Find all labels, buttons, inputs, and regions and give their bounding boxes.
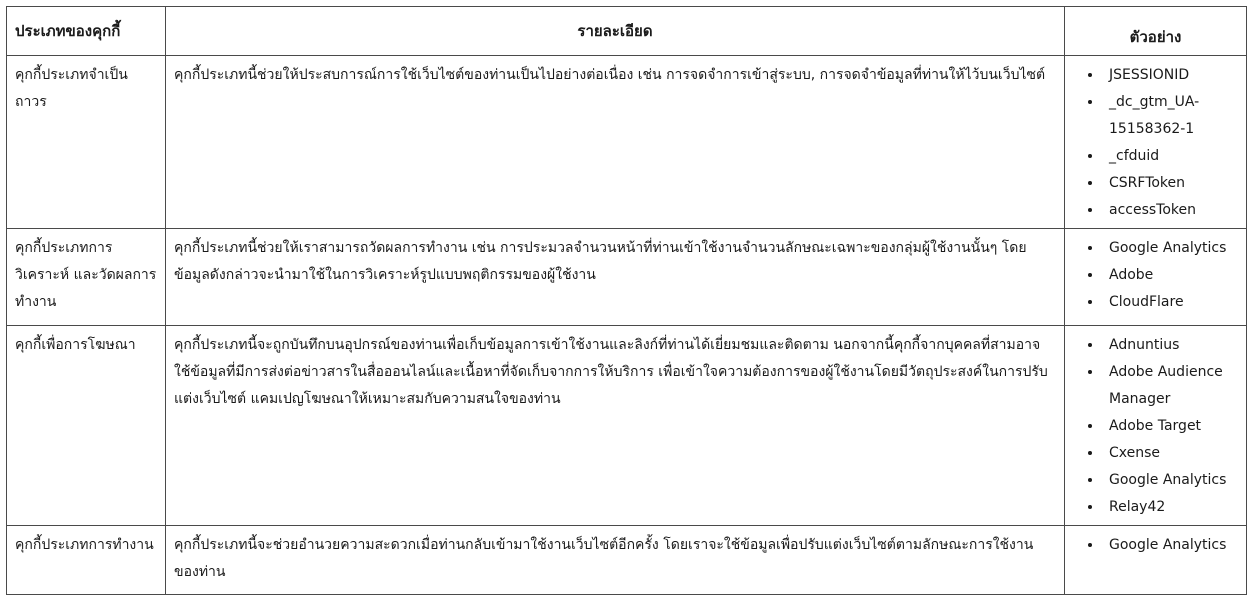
cookie-details-cell: คุกกี้ประเภทนี้ช่วยให้เราสามารถวัดผลการทำงาน เช่น การประมวลจำนวนหน้าที่ท่านเข้าใช้งานจำนวนลักษณะเฉพาะของกลุ่มผู้ใช้งานนั้นๆ โดยข้อมูลดังกล่าวจะนำมาใช้ในการวิเคราะห์รูปแบบพฤติกรรมของผู้ใช้งาน <box>166 229 1065 326</box>
cookie-examples-cell <box>1065 229 1247 326</box>
cookie-table <box>6 6 1247 595</box>
list-item: • Google Analytics <box>1103 532 1238 559</box>
cookie-type-cell: คุกกี้ประเภทการทำงาน <box>7 526 166 595</box>
cookie-examples-cell <box>1065 326 1247 526</box>
table-row <box>7 326 1247 526</box>
examples-list <box>1073 62 1238 224</box>
list-item: • CloudFlare <box>1103 289 1238 316</box>
cookie-examples-cell <box>1065 526 1247 595</box>
list-item: • _cfduid <box>1103 143 1238 170</box>
table-row <box>7 56 1247 229</box>
list-item: • Google Analytics <box>1103 467 1238 494</box>
list-item: • CSRFToken <box>1103 170 1238 197</box>
list-item: • JSESSIONID <box>1103 62 1238 89</box>
list-item: • accessToken <box>1103 197 1238 224</box>
list-item: • Relay42 <box>1103 494 1238 521</box>
list-item: • Adobe Target <box>1103 413 1238 440</box>
examples-list <box>1073 235 1238 316</box>
list-item: • Adobe Audience Manager <box>1103 359 1238 413</box>
examples-list <box>1073 532 1238 559</box>
cookie-details-cell: คุกกี้ประเภทนี้ช่วยให้ประสบการณ์การใช้เว็บไซต์ของท่านเป็นไปอย่างต่อเนื่อง เช่น การจดจำการเข้าสู่ระบบ, การจดจำข้อมูลที่ท่านให้ไว้บนเว็บไซต์ <box>166 56 1065 229</box>
cookie-details-cell: คุกกี้ประเภทนี้จะช่วยอำนวยความสะดวกเมื่อท่านกลับเข้ามาใช้งานเว็บไซต์อีกครั้ง โดยเราจะใช้ข้อมูลเพื่อปรับแต่งเว็บไซต์ตามลักษณะการใช้งานของท่าน <box>166 526 1065 595</box>
list-item: • Cxense <box>1103 440 1238 467</box>
header-row <box>7 7 1247 56</box>
table-row <box>7 229 1247 326</box>
cookie-examples-cell <box>1065 56 1247 229</box>
list-item: • Adobe <box>1103 262 1238 289</box>
cookie-type-cell: คุกกี้ประเภทจำเป็นถาวร <box>7 56 166 229</box>
header-cookie-type: ประเภทของคุกกี้ <box>7 7 166 56</box>
list-item: • Google Analytics <box>1103 235 1238 262</box>
header-examples: ตัวอย่าง <box>1065 7 1247 56</box>
list-item: • Adnuntius <box>1103 332 1238 359</box>
cookie-details-cell: คุกกี้ประเภทนี้จะถูกบันทึกบนอุปกรณ์ของท่านเพื่อเก็บข้อมูลการเข้าใช้งานและลิงก์ที่ท่านได้เยี่ยมชมและติดตาม นอกจากนี้คุกกี้จากบุคคลที่สามอาจใช้ข้อมูลที่มีการส่งต่อข่าวสารในสื่อออนไลน์และเนื้อหาที่จัดเก็บจากการให้บริการ เพื่อเข้าใจความต้องการของผู้ใช้งานโดยมีวัตถุประสงค์ในการปรับแต่งเว็บไซต์ แคมเปญโฆษณาให้เหมาะสมกับความสนใจของท่าน <box>166 326 1065 526</box>
cookie-type-cell: คุกกี้ประเภทการวิเคราะห์ และวัดผลการทำงาน <box>7 229 166 326</box>
cookie-type-cell: คุกกี้เพื่อการโฆษณา <box>7 326 166 526</box>
list-item: • _dc_gtm_UA-15158362-1 <box>1103 89 1238 143</box>
table-row <box>7 526 1247 595</box>
header-details: รายละเอียด <box>166 7 1065 56</box>
examples-list <box>1073 332 1238 521</box>
